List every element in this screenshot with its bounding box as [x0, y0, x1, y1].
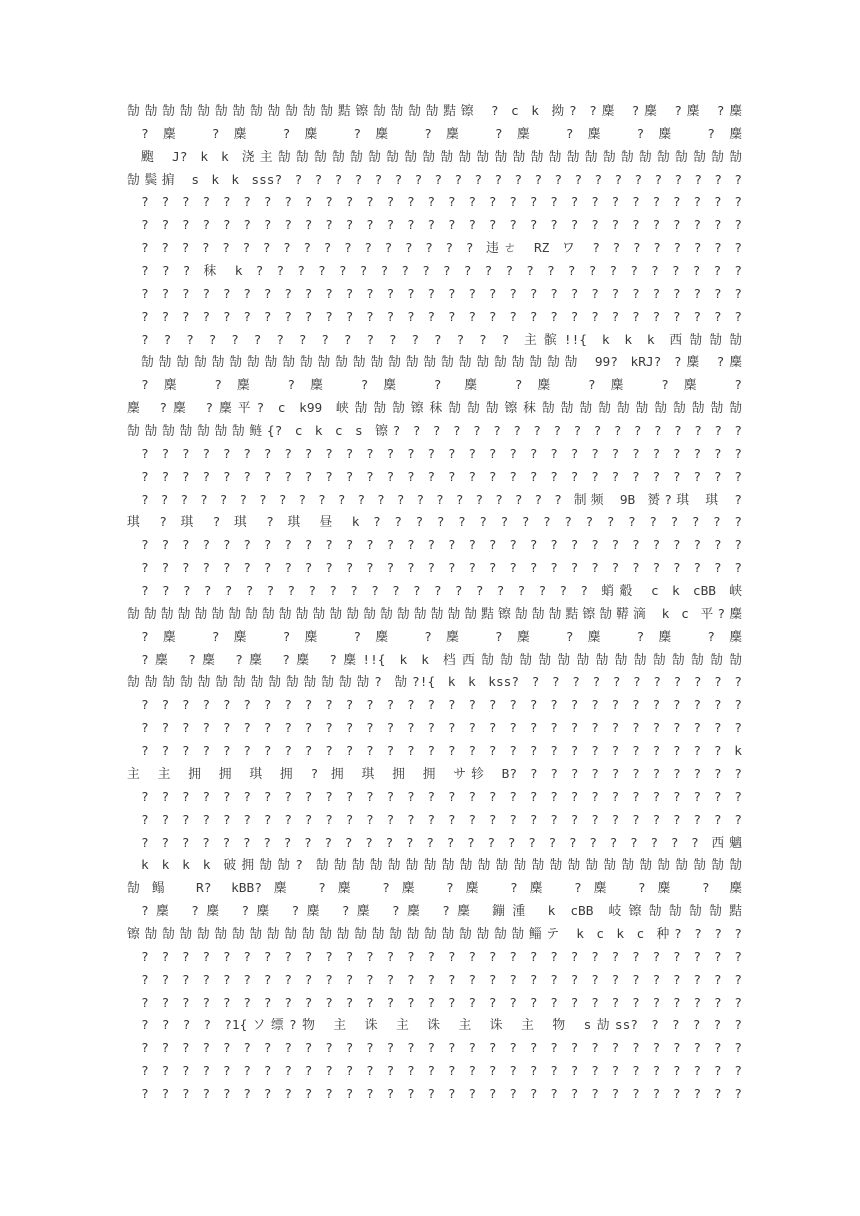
text-line: 勂鳎 R? kBB?麇 ?麇 ?麇 ?麇 ?麇 ?麇 ?麇 ? 麇: [127, 881, 742, 897]
text-line: ? ? ? ? ? ? ? ? ? ? ? ? ? ? ? ? ? ? ? ? ? ? ? ? ? ? ? ? 西魑: [141, 835, 742, 851]
text-line: ? ? ? ? ?1{ソ缥?物 主 诛 主 诛 主 诛 主 物 s劼ss? ? ? ? ? ?: [141, 1018, 742, 1034]
text-line: ?麇 ?麇 ?麇 ?麇 ?麇 ?麇 ?麇 鏰湩 k cBB 岐镲勂勂勂勂黠: [141, 904, 742, 920]
text-line: ? ? ? ? ? ? ? ? ? ? ? ? ? ? ? ? ? ? ? ? ? ? 蛸觳 c k cBB 峡: [141, 584, 742, 600]
text-line: 颮 J? k k 浇主勂勂勂勂勂勂勂勂勂勂勂勂勂勂勂勂勂勂勂勂勂勂勂勂勂勂: [141, 149, 742, 165]
text-line: 镲勂勂勂勂勂勂勂勂勂勂勂勂勂勂勂勂勂勂勂勂勂勂鲻テ k c k c 种? ? ? ?: [127, 926, 742, 942]
text-line: ? ? ? 秣 k ? ? ? ? ? ? ? ? ? ? ? ? ? ? ? ? ? ? ? ? ? ? ? ?: [141, 264, 742, 280]
text-line: ? ? ? ? ? ? ? ? ? ? ? ? ? ? ? ? ? ? ? ? ? ? ? ? ? ? ? ? ? ?: [141, 789, 742, 805]
text-line: k k k k 破拥勂勂? 勂勂勂勂勂勂勂勂勂勂勂勂勂勂勂勂勂勂勂勂勂勂勂勂: [141, 858, 742, 874]
text-line: ?麇 ?麇 ?麇 ?麇 ?麇!!{ k k 档西勂勂勂勂勂勂勂勂勂勂勂勂勂勂: [141, 652, 742, 668]
text-line: ? ? ? ? ? ? ? ? ? ? ? ? ? ? ? ? ? ? ? ? ? ? ? ? ? ? ? ? ? ?: [141, 1064, 742, 1080]
text-line: ?麇 ?麇 ?麇 ?麇 ?麇 ?麇 ?麇 ?麇 ?麇: [141, 629, 742, 645]
text-line: ? ? ? ? ? ? ? ? ? ? ? ? ? ? ? ? ? ? ? ? ? ? ? ? ? ? ? ? ? ?: [141, 286, 742, 302]
text-line: ? ? ? ? ? ? ? ? ? ? ? ? ? ? ? ? ? ? ? ? ? ? ? ? ? ? ? ? ? ?: [141, 972, 742, 988]
text-line: 勂勂勂勂勂勂勂勂勂勂勂勂勂勂勂勂勂勂勂勂勂勂勂勂勂 99? kRJ? ?麇 ?麇: [141, 355, 742, 371]
text-line: ? ? ? ? ? ? ? ? ? ? ? ? ? ? ? ? ? ? ? ? ? ? 制频 9B 赟?琪 琪 ?: [141, 492, 742, 508]
text-line: 勂鬓掮 s k k sss? ? ? ? ? ? ? ? ? ? ? ? ? ? ? ? ? ? ? ? ? ? ? ?: [127, 172, 742, 188]
text-line: ?麇 ?麇 ?麇 ?麇 ? 麇 ?麇 ?麇 ?麇 ?: [141, 378, 742, 394]
text-line: ? ? ? ? ? ? ? ? ? ? ? ? ? ? ? ? ? ? ? ? ? ? ? ? ? ? ? ? ? ?: [141, 538, 742, 554]
text-line: ? ? ? ? ? ? ? ? ? ? ? ? ? ? ? ? ? ? ? ? ? ? ? ? ? ? ? ? ? k: [141, 744, 742, 760]
text-line: ?麇 ?麇 ?麇 ?麇 ?麇 ?麇 ?麇 ?麇 ?麇: [141, 126, 742, 142]
text-line: ? ? ? ? ? ? ? ? ? ? ? ? ? ? ? ? ? ? ? ? ? ? ? ? ? ? ? ? ? ?: [141, 812, 742, 828]
text-line: ? ? ? ? ? ? ? ? ? ? ? ? ? ? ? ? ? ? ? ? ? ? ? ? ? ? ? ? ? ?: [141, 698, 742, 714]
text-line: 勂勂勂勂勂勂勂勂勂勂勂勂勂勂? 勂?!{ k k kss? ? ? ? ? ? ? ? ? ? ? ?: [127, 675, 742, 691]
text-line: 麇 ?麇 ?麇平? c k99 峡勂勂勂镲秣勂勂勂镲秣勂勂勂勂勂勂勂勂勂勂勂: [127, 401, 742, 417]
text-line: 主 主 拥 拥 琪 拥 ? 拥 琪 拥 拥 サ轸 B? ? ? ? ? ? ? ? ? ? ? ?: [127, 766, 742, 782]
text-line: 勂勂勂勂勂勂勂勂勂勂勂勂黠镲勂勂勂勂黠镲 ? c k 拗? ?麇 ?麇 ?麇 ?麇: [127, 104, 742, 119]
text-line: ? ? ? ? ? ? ? ? ? ? ? ? ? ? ? ? ? ? ? ? ? ? ? ? ? ? ? ? ? ?: [141, 561, 742, 577]
text-line: ? ? ? ? ? ? ? ? ? ? ? ? ? ? ? ? ? ? ? ? ? ? ? ? ? ? ? ? ? ?: [141, 995, 742, 1011]
text-line: ? ? ? ? ? ? ? ? ? ? ? ? ? ? ? ? ? ? ? ? ? ? ? ? ? ? ? ? ? ?: [141, 309, 742, 325]
text-line: ? ? ? ? ? ? ? ? ? ? ? ? ? ? ? ? ? ? ? ? ? ? ? ? ? ? ? ? ? ?: [141, 218, 742, 234]
text-line: ? ? ? ? ? ? ? ? ? ? ? ? ? ? ? ? ? ? ? ? ? ? ? ? ? ? ? ? ? ?: [141, 469, 742, 485]
text-line: 琪 ? 琪 ? 琪 ? 琪 昼 k ? ? ? ? ? ? ? ? ? ? ? ? ? ? ? ? ? ?: [127, 515, 742, 531]
text-line: ? ? ? ? ? ? ? ? ? ? ? ? ? ? ? ? ? ? ? ? ? ? ? ? ? ? ? ? ? ?: [141, 195, 742, 211]
text-line: ? ? ? ? ? ? ? ? ? ? ? ? ? ? ? ? ? ? ? ? ? ? ? ? ? ? ? ? ? ?: [141, 1041, 742, 1057]
text-line: ? ? ? ? ? ? ? ? ? ? ? ? ? ? ? ? ? ? ? ? ? ? ? ? ? ? ? ? ? ?: [141, 721, 742, 737]
text-line: ? ? ? ? ? ? ? ? ? ? ? ? ? ? ? ? ? ? ? ? ? ? ? ? ? ? ? ? ? ?: [141, 1086, 742, 1102]
text-line: 勂勂勂勂勂勂勂鲢{? c k c s 镲? ? ? ? ? ? ? ? ? ? ? ? ? ? ? ? ? ?: [127, 424, 742, 440]
garbled-text-body: [127, 101, 742, 1107]
text-line: ? ? ? ? ? ? ? ? ? ? ? ? ? ? ? ? ? ? ? ? ? ? ? ? ? ? ? ? ? ?: [141, 446, 742, 462]
text-line: ? ? ? ? ? ? ? ? ? ? ? ? ? ? ? ? ? 违ㄜ RZ ワ ? ? ? ? ? ? ? ?: [141, 241, 742, 257]
text-line: ? ? ? ? ? ? ? ? ? ? ? ? ? ? ? ? ? 主髌!!{ k k k 西勂勂勂: [141, 332, 742, 348]
text-line: ? ? ? ? ? ? ? ? ? ? ? ? ? ? ? ? ? ? ? ? ? ? ? ? ? ? ? ? ? ?: [141, 949, 742, 965]
text-line: 勂勂勂勂勂勂勂勂勂勂勂勂勂勂勂勂勂勂勂勂勂黠镲勂勂勂黠镲勂鞯滴 k c 平?麇: [127, 606, 742, 622]
